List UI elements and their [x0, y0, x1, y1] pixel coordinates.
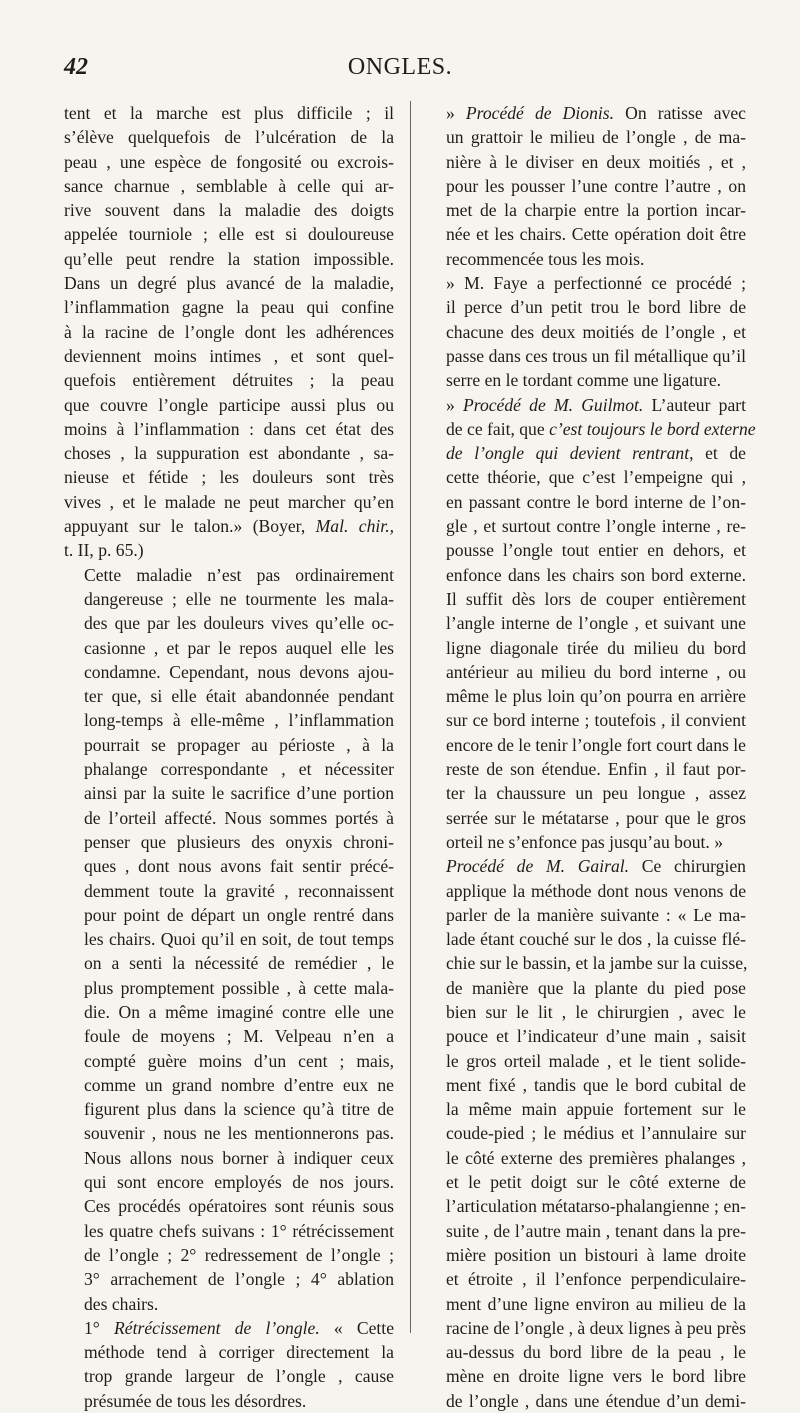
text-line: et étroite , il l’enfonce perpendiculaire- [446, 1269, 746, 1290]
text-line: phalange correspondante , et nécessiter [84, 759, 394, 780]
paragraph-faye [426, 271, 746, 392]
text-line: ter la chaussure un peu longue , assez [446, 783, 746, 804]
text-line: mène en droite ligne vers le bord libre [446, 1366, 746, 1387]
text-line: peau , une espèce de fongosité ou excrois- [64, 151, 394, 172]
text-line: et le petit doigt sur le côté externe de [446, 1172, 746, 1193]
text-line: moins à l’inflammation : dans cet état des [64, 418, 394, 439]
text-line [64, 514, 394, 538]
text-line: long-temps à elle-même , l’inflammation [84, 710, 394, 731]
text-line: des que par les douleurs vives qu’elle oc- [84, 613, 394, 634]
paragraph-boyer-quote [64, 101, 394, 563]
text-line: nieuse et fétide ; les douleurs sont très [64, 467, 394, 488]
paragraph-guilmot [426, 393, 756, 855]
text-run: Ce chirurgien [641, 856, 746, 877]
paragraph-retrecissement [64, 1316, 394, 1413]
text-line: met de la charpie entre la portion incar- [446, 200, 746, 221]
text-line [426, 441, 746, 465]
text-line: pousse l’ongle tout entier en dehors, et [446, 540, 746, 561]
text-line: demment toute la gravité , reconnaissent [84, 880, 394, 901]
text-line: des chairs. [84, 1293, 159, 1314]
text-line: ques , dont nous avons fait sentir précé- [84, 856, 394, 877]
text-line: de l’ongle , dans une étendue d’un demi- [446, 1390, 746, 1411]
text-line: chacune des deux moitiés de l’ongle , et [446, 321, 746, 342]
text-line: die. On a même imaginé contre elle une [84, 1001, 394, 1022]
text-line: les chairs. Quoi qu’il en soit, de tout temps [84, 929, 394, 950]
text-run: , et de [689, 443, 746, 464]
text-line: casionne , et par le repos auquel elle les [84, 637, 394, 658]
text-line: mière position un bistouri à lame droite [446, 1244, 746, 1265]
text-line: » M. Faye a perfectionné ce procédé ; [446, 273, 746, 294]
text-run: On ratisse avec [625, 103, 746, 123]
text-line: qui sont encore employés de nos jours. [84, 1172, 394, 1193]
emphasis: c’est toujours le bord externe [549, 418, 756, 439]
text-line: la même main appuie fortement sur le [446, 1099, 746, 1120]
text-line: plus promptement possible , à cette mala- [84, 977, 394, 998]
text-line: dangereuse ; elle ne tourmente les mala- [84, 588, 394, 609]
page-header [64, 54, 736, 90]
text-line: cette théorie, que c’est l’empeigne qui , [446, 467, 746, 488]
text-line: Nous allons nous borner à indiquer ceux [84, 1147, 394, 1168]
text-line: ter que, si elle était abandonnée pendant [84, 686, 394, 707]
paragraph-gairal [426, 854, 746, 1413]
text-line: au-dessus du bord libre de la peau , le [446, 1342, 746, 1363]
text-line: 3° arrachement de l’ongle ; 4° ablation [84, 1269, 394, 1290]
text-line: ligne diagonale tirée du milieu du bord [446, 637, 746, 658]
section-number: 1° [84, 1317, 100, 1338]
text-line: Ces procédés opératoires sont réunis sous [84, 1196, 394, 1217]
quote-mark: » [446, 394, 463, 415]
text-line: le côté externe des premières phalanges , [446, 1147, 746, 1168]
text-line: figurent plus dans la science qu’à titre de [84, 1099, 394, 1120]
text-line: en passant contre le bord interne de l’on- [446, 491, 746, 512]
text-line: sur ce bord interne ; toutefois , il convient [446, 710, 746, 731]
text-line: rive souvent dans la maladie des doigts [64, 200, 394, 221]
text-line: née et les chairs. Cette opération doit être [446, 224, 746, 245]
text-line: même le plus loin qu’on pourra en arrière [446, 686, 746, 707]
text-line: souvenir , nous ne les mentionnerons pas. [84, 1123, 394, 1144]
text-line: qu’elle peut rendre la station impossible. [64, 248, 394, 269]
text-line: les quatre chefs suivans : 1° rétrécissement [84, 1220, 394, 1241]
text-line: compté guère moins d’un cent ; mais, [84, 1050, 394, 1071]
section-title: Procédé de Dionis. [465, 103, 614, 123]
text-line: quefois entièrement détruites ; la peau [64, 370, 394, 391]
column-divider [410, 101, 411, 1333]
text-line: de l’ongle ; 2° redressement de l’ongle ; [84, 1244, 394, 1265]
text-line: ainsi par la suite le sacrifice d’une portion [84, 783, 394, 804]
text-line: comme un grand nombre d’entre eux ne [84, 1074, 394, 1095]
text-line: l’articulation métatarso-phalangienne ; en- [446, 1196, 746, 1217]
paragraph-dionis [426, 101, 746, 271]
text-line: lade étant couché sur le dos , la cuisse flé- [446, 929, 746, 950]
text-line: serre en le tordant comme une ligature. [446, 370, 722, 391]
text-line: serrée sur le métatarse , pour que le gros [446, 807, 746, 828]
text-run: de ce fait, que [446, 418, 545, 439]
text-line: méthode tend à corriger directement la [84, 1342, 394, 1363]
section-title: Procédé de M. Gairal. [446, 856, 630, 877]
text-line: condamne. Cependant, nous devons ajou- [84, 661, 394, 682]
text-line: racine de l’ongle , à deux lignes à peu près [446, 1317, 746, 1338]
text-line: l’angle interne de l’ongle , et suivant une [446, 613, 746, 634]
text-run: appuyant sur le talon.» (Boyer, [64, 516, 306, 537]
text-line: trop grande largeur de l’ongle , cause [84, 1366, 394, 1387]
paragraph-prognosis [64, 563, 394, 1316]
text-line [426, 393, 746, 417]
text-line: le gros orteil malade , et le tient solide- [446, 1050, 746, 1071]
text-line: pour point de départ un ongle rentré dans [84, 904, 394, 925]
text-line: gle , et surtout contre l’ongle interne , re- [446, 516, 746, 537]
text-line: choses , la suppuration est abondante , sa- [64, 443, 394, 464]
running-title: ONGLES. [347, 54, 453, 80]
text-line: chie sur le bassin, et la jambe sur la cuisse, [446, 953, 748, 974]
text-line: ment fixé , tandis que le bord cubital de [446, 1074, 746, 1095]
text-line: orteil ne s’enfonce pas jusqu’au bout. » [446, 831, 724, 852]
text-line: Il suffit dès lors de couper entièrement [446, 588, 746, 609]
text-line: appelée tourniole ; elle est si douloureuse [64, 224, 394, 245]
text-line: un grattoir le milieu de l’ongle , de ma- [446, 127, 746, 148]
text-run: « Cette [333, 1317, 395, 1338]
text-line: parler de la manière suivante : « Le ma- [446, 904, 746, 925]
left-column [64, 101, 394, 1413]
text-line: de l’orteil affecté. Nous sommes portés à [84, 807, 394, 828]
text-line: penser que plusieurs des onyxis chroni- [84, 831, 394, 852]
text-line: nière à le diviser en deux moitiés , et , [446, 151, 746, 172]
section-title: Procédé de M. Guilmot. [463, 394, 644, 415]
text-line: applique la méthode dont nous venons de [446, 880, 746, 901]
text-line: l’inflammation gagne la peau qui confine [64, 297, 394, 318]
text-line: il perce d’un petit trou le bord libre de [446, 297, 746, 318]
section-title: Rétrécissement de l’ongle. [114, 1317, 320, 1338]
text-line: foule de moyens ; M. Velpeau n’en a [84, 1026, 394, 1047]
text-line: vives , et le malade ne peut marcher qu’en [64, 491, 394, 512]
text-line: coude-pied ; le médius et l’annulaire sur [446, 1123, 746, 1144]
text-line: pourrait se propager au périoste , à la [84, 734, 394, 755]
text-line: bien sur le lit , le chirurgien , avec le [446, 1001, 746, 1022]
text-line: pouce et l’indicateur d’une main , saisit [446, 1026, 746, 1047]
text-line: de manière que la plante du pied pose [446, 977, 746, 998]
text-line: ment d’une ligne environ au milieu de la [446, 1293, 746, 1314]
text-line: t. II, p. 65.) [64, 540, 144, 561]
text-line [426, 417, 756, 441]
right-column [426, 101, 756, 1413]
text-line: encore de le tenir l’ongle fort court dans le [446, 734, 746, 755]
text-line [426, 854, 746, 878]
text-line: reste de son étendue. Enfin , il faut por- [446, 759, 746, 780]
text-line: enfonce dans les chairs son bord externe. [446, 564, 746, 585]
text-line: présumée de tous les désordres. [84, 1390, 307, 1411]
text-line [426, 101, 746, 125]
text-line: suite , de l’autre main , tenant dans la pre- [446, 1220, 746, 1241]
text-line: Cette maladie n’est pas ordinairement [84, 564, 394, 585]
page-number: 42 [64, 54, 88, 80]
text-line [64, 1316, 394, 1340]
text-line: passe dans ces trous un fil métallique qu’il [446, 345, 746, 366]
text-line: on a senti la nécessité de remédier , le [84, 953, 394, 974]
text-line: recommencée tous les mois. [446, 248, 645, 269]
text-run: L’auteur part [651, 394, 746, 415]
emphasis: de l’ongle qui devient rentrant [446, 443, 690, 464]
text-line: antérieur au milieu du bord interne , ou [446, 661, 746, 682]
citation-title: Mal. chir., [315, 516, 394, 537]
text-line: sance charnue , semblable à celle qui ar- [64, 175, 394, 196]
text-line: tent et la marche est plus difficile ; il [64, 103, 394, 123]
text-line: Dans un degré plus avancé de la maladie, [64, 273, 394, 294]
text-line: s’élève quelquefois de l’ulcération de la [64, 127, 394, 148]
text-line: à la racine de l’ongle dont les adhérences [64, 321, 394, 342]
text-line: que couvre l’ongle participe aussi plus ou [64, 394, 394, 415]
text-line: deviennent moins intimes , et sont quel- [64, 345, 394, 366]
text-line: pour les pousser l’une contre l’autre , on [446, 175, 746, 196]
quote-mark: » [446, 103, 466, 123]
